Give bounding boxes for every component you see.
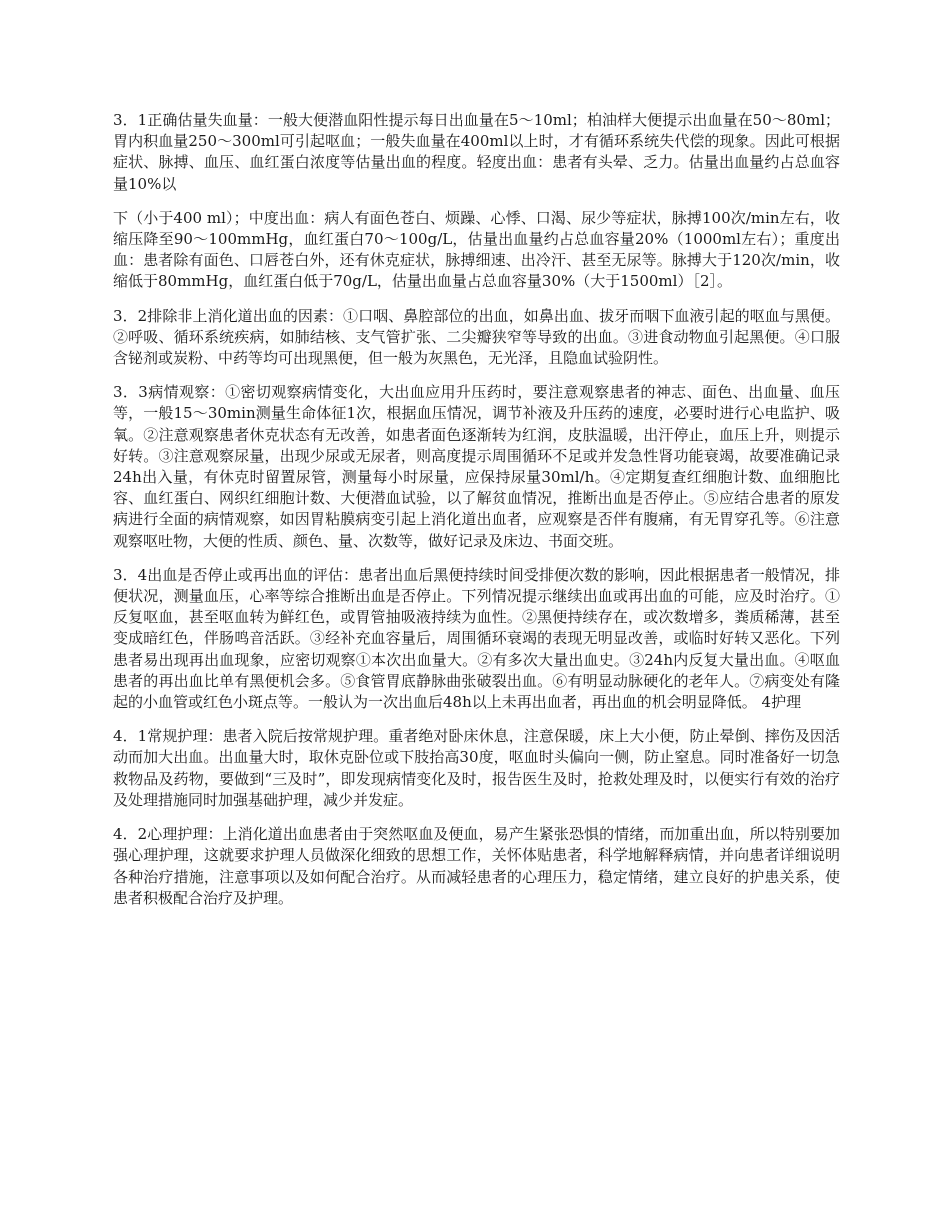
- document-body: [113, 110, 840, 922]
- paragraph-exclude-non-upper-gi: 3．2排除非上消化道出血的因素：①口咽、鼻腔部位的出血，如鼻出血、拔牙而咽下血液引起的呕血与黑便。②呼吸、循环系统疾病，如肺结核、支气管扩张、二尖瓣狭窄等导致的出血。③进食动物血引起黑便。④口服含铋剂或炭粉、中药等均可出现黑便，但一般为灰黑色，无光泽，且隐血试验阴性。: [113, 306, 840, 368]
- paragraph-bleeding-severity: 下（小于400 ml）；中度出血：病人有面色苍白、烦躁、心悸、口渴、尿少等症状，脉搏100次/min左右，收缩压降至90～100mmHg，血红蛋白70～100g/L，估量出血量约占总血容量20%（1000ml左右）；重度出血：患者除有面色、口唇苍白外，还有休克症状，脉搏细速、出冷汗、甚至无尿等。脉搏大于120次/min，收缩低于80mmHg，血红蛋白低于70g/L，估量出血量占总血容量30%（大于1500ml）［2］。: [113, 208, 840, 291]
- paragraph-psychological-nursing: 4．2心理护理：上消化道出血患者由于突然呕血及便血，易产生紧张恐惧的情绪，而加重出血，所以特别要加强心理护理，这就要求护理人员做深化细致的思想工作，关怀体贴患者，科学地解释病情，并向患者详细说明各种治疗措施，注意事项以及如何配合治疗。从而减轻患者的心理压力，稳定情绪，建立良好的护患关系，使患者积极配合治疗及护理。: [113, 825, 840, 907]
- paragraph-rebleeding-assessment: 3．4出血是否停止或再出血的评估：患者出血后黑便持续时间受排便次数的影响，因此根据患者一般情况，排便状况，测量血压，心率等综合推断出血是否停止。下列情况提示继续出血或再出血的可能，应及时治疗。①反复呕血，甚至呕血转为鲜红色，或胃管抽吸液持续为血性。②黑便持续存在，或次数增多，粪质稀薄，甚至变成暗红色，伴肠鸣音活跃。③经补充血容量后，周围循环衰竭的表现无明显改善，或临时好转又恶化。下列患者易出现再出血现象，应密切观察①本次出血量大。②有多次大量出血史。③24h内反复大量出血。④呕血患者的再出血比单有黑便机会多。⑤食管胃底静脉曲张破裂出血。⑥有明显动脉硬化的老年人。⑦病变处有隆起的小血管或红色小斑点等。一般认为一次出血后48h以上未再出血者，再出血的机会明显降低。 4护理: [113, 565, 840, 712]
- paragraph-blood-loss-estimate: 3．1正确估量失血量：一般大便潜血阳性提示每日出血量在5～10ml；柏油样大便提示出血量在50～80ml；胃内积血量250～300ml可引起呕血；一般失血量在400ml以上时，才有循环系统失代偿的现象。因此可根据症状、脉搏、血压、血红蛋白浓度等估量出血的程度。轻度出血：患者有头晕、乏力。估量出血量约占总血容量10%以: [113, 111, 840, 193]
- paragraph-condition-observation: 3．3病情观察：①密切观察病情变化，大出血应用升压药时，要注意观察患者的神志、面色、出血量、血压等，一般15～30min测量生命体征1次，根据血压情况，调节补液及升压药的速度，必要时进行心电监护、吸氧。②注意观察患者休克状态有无改善，如患者面色逐渐转为红润，皮肤温暖，出汗停止，血压上升，则提示好转。③注意观察尿量，出现少尿或无尿者，则高度提示周围循环不足或并发急性肾功能衰竭，故要准确记录24h出入量，有休克时留置尿管，测量每小时尿量，应保持尿量30ml/h。④定期复查红细胞计数、血细胞比容、血红蛋白、网织红细胞计数、大便潜血试验，以了解贫血情况，推断出血是否停止。⑤应结合患者的原发病进行全面的病情观察，如因胃粘膜病变引起上消化道出血者，应观察是否伴有腹痛，有无胃穿孔等。⑥注意观察呕吐物，大便的性质、颜色、量、次数等，做好记录及床边、书面交班。: [113, 383, 840, 550]
- paragraph-routine-nursing: 4．1常规护理：患者入院后按常规护理。重者绝对卧床休息，注意保暖，床上大小便，防止晕倒、摔伤及因活动而加大出血。出血量大时，取休克卧位或下肢抬高30度，呕血时头偏向一侧，防止窒息。同时准备好一切急救物品及药物，要做到“三及时”，即发现病情变化及时，报告医生及时，抢救处理及时，以便实行有效的治疗及处理措施同时加强基础护理，减少并发症。: [113, 727, 840, 809]
